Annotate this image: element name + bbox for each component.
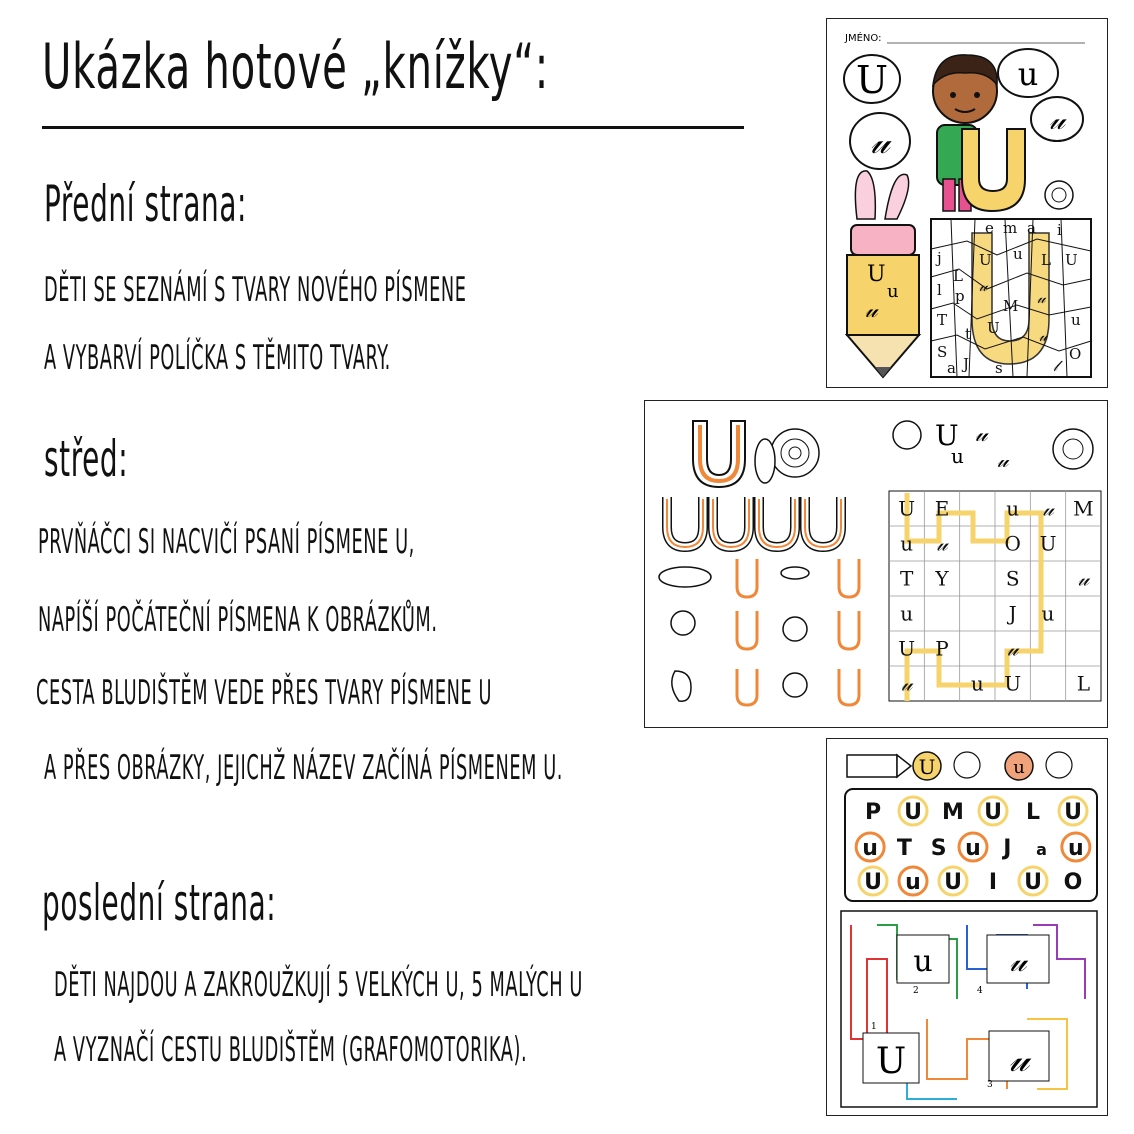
- search-letter: I: [988, 870, 998, 895]
- snail-icon-small: [783, 617, 807, 641]
- pencil-letter-2: u: [887, 281, 899, 302]
- maze-letter-4: 𝓊: [1008, 1039, 1030, 1080]
- maze-number-2: 2: [913, 986, 919, 996]
- maze-cell: u: [1006, 496, 1020, 521]
- search-letter: U: [984, 800, 1002, 825]
- mosaic-letter: u: [1071, 311, 1081, 329]
- mosaic-letter: L: [1041, 251, 1051, 269]
- pencil-letter-3: 𝓊: [865, 298, 878, 323]
- big-u-shape: [962, 129, 1025, 211]
- bubble-4-letter: 𝓊: [1049, 103, 1065, 136]
- ufo-icon: [781, 567, 809, 579]
- maze-cell: T: [899, 566, 914, 591]
- pencil-icon: [847, 755, 897, 777]
- maze-header-2: 𝓊: [975, 422, 988, 447]
- front-page-drawing: [827, 19, 1107, 387]
- maze-letter-1: u: [913, 944, 933, 979]
- name-label: JMÉNO:: [845, 33, 882, 44]
- maze-cell: u: [900, 601, 914, 626]
- mosaic-letter: U: [1065, 251, 1078, 269]
- last-title: poslední strana:: [42, 874, 277, 932]
- big-u-circle-label: U: [918, 755, 936, 779]
- boy-icon: [783, 673, 807, 697]
- letter-maze: [889, 491, 1101, 701]
- maze-number-1: 1: [871, 1022, 877, 1032]
- maze-cell: E: [934, 496, 950, 521]
- maze-letter-2: 𝓊: [1009, 944, 1027, 979]
- tracing-area: [693, 421, 819, 487]
- middle-title: střed:: [44, 430, 129, 488]
- maze-header-4: 𝓊: [997, 448, 1009, 472]
- search-letter: U: [864, 870, 882, 895]
- mosaic-letter: i: [1057, 221, 1062, 239]
- maze-cell: P: [935, 636, 949, 661]
- mosaic-letter: 𝓊: [1037, 289, 1046, 307]
- mosaic-letter: p: [955, 287, 965, 305]
- mosaic-letter: e: [985, 219, 994, 237]
- search-letter: a: [1036, 840, 1047, 859]
- mosaic-letter: s: [995, 359, 1003, 377]
- last-page-thumbnail: [826, 738, 1108, 1116]
- last-line-2: A VYZNAČÍ CESTU BLUDIŠTĚM (GRAFOMOTORIKA).: [54, 1030, 528, 1070]
- mosaic-letter: j: [937, 249, 942, 267]
- snail-icon: [771, 429, 819, 477]
- maze-number-3: 3: [987, 1080, 993, 1090]
- mosaic-letter: 𝓁: [1053, 357, 1058, 375]
- snail-icon: [1045, 181, 1073, 209]
- maze-cell: 𝓊: [1077, 566, 1089, 591]
- maze-cell: 𝓊: [901, 671, 913, 696]
- mosaic-letter: a: [1027, 219, 1036, 237]
- mosaic-letter: 𝓊: [979, 277, 988, 295]
- search-letter: O: [1063, 870, 1083, 895]
- mosaic-letter: u: [1013, 245, 1023, 263]
- hand-icon: [954, 752, 980, 778]
- middle-line-1: PRVŇÁČCI SI NACVIČÍ PSANÍ PÍSMENE U,: [38, 522, 415, 562]
- last-line-1: DĚTI NAJDOU A ZAKROUŽKUJÍ 5 VELKÝCH U, 5 MALÝCH U: [54, 965, 583, 1005]
- small-u-circle-label: u: [1013, 757, 1025, 778]
- middle-page-drawing: [645, 401, 1107, 727]
- maze-cell: u: [900, 531, 914, 556]
- mosaic-letter: S: [937, 343, 948, 361]
- mosaic-letter: T: [937, 311, 948, 329]
- search-letter: M: [942, 800, 964, 825]
- front-line-2: A VYBARVÍ POLÍČKA S TĚMITO TVARY.: [44, 338, 391, 378]
- search-letter: u: [965, 836, 981, 861]
- mosaic-letter: U: [979, 251, 992, 269]
- mosaic-letter: m: [1003, 219, 1018, 237]
- maze-header-3: u: [951, 444, 964, 468]
- mosaic-letter: M: [1003, 297, 1019, 315]
- maze-cell: u: [970, 671, 984, 696]
- mosaic-letter: 𝓊: [1039, 327, 1048, 345]
- picture-rows: [659, 559, 859, 705]
- maze-cell: U: [898, 636, 916, 661]
- bubble-1-letter: U: [855, 58, 889, 102]
- child-icon: [671, 611, 695, 635]
- maze-cell: u: [1041, 601, 1055, 626]
- maze-cell: S: [1005, 566, 1020, 591]
- search-letter: J: [1003, 836, 1012, 861]
- search-letter: P: [864, 800, 882, 825]
- maze-letter-3: U: [875, 1041, 907, 1082]
- mosaic-letter: l: [937, 281, 942, 299]
- page-heading: Ukázka hotové „knížky“:: [42, 30, 550, 103]
- middle-line-4: A PŘES OBRÁZKY, JEJICHŽ NÁZEV ZAČÍNÁ PÍSMENEM U.: [44, 748, 563, 788]
- middle-page-thumbnail: [644, 400, 1108, 728]
- maze-cell: J: [1008, 601, 1017, 626]
- search-letter: U: [944, 870, 962, 895]
- search-letter: L: [1025, 800, 1041, 825]
- mosaic-letter: a: [947, 359, 956, 377]
- search-letter: U: [904, 800, 922, 825]
- maze-cell: 𝓊: [1042, 496, 1054, 521]
- maze-header-1: U: [935, 419, 959, 452]
- maze-cell: U: [1004, 671, 1022, 696]
- mosaic-letter: U: [987, 319, 1000, 337]
- front-line-1: DĚTI SE SEZNÁMÍ S TVARY NOVÉHO PÍSMENE: [44, 270, 467, 310]
- snail-icon-right: [1053, 429, 1093, 469]
- search-letter: U: [1024, 870, 1042, 895]
- middle-line-2: NAPÍŠÍ POČÁTEČNÍ PÍSMENA K OBRÁZKŮM.: [38, 600, 438, 640]
- search-letter: S: [930, 836, 947, 861]
- front-title: Přední strana:: [44, 175, 248, 233]
- pencil-letter-1: U: [867, 262, 886, 287]
- maze-cell: U: [898, 496, 916, 521]
- rope-icon: [659, 567, 711, 587]
- search-letter: U: [1064, 800, 1082, 825]
- maze-cell: O: [1004, 531, 1021, 556]
- mosaic-letter: O: [1069, 345, 1082, 363]
- maze-cell: M: [1073, 496, 1094, 521]
- tracing-row: [667, 497, 841, 547]
- hand-icon-2: [1046, 752, 1072, 778]
- maze-number-4: 4: [977, 986, 983, 996]
- maze-cell: 𝓊: [1007, 636, 1019, 661]
- mosaic-letter: L: [953, 267, 963, 285]
- ear-icon: [672, 671, 691, 701]
- maze-cell: U: [1039, 531, 1057, 556]
- bubble-3-letter: 𝓊: [870, 122, 890, 162]
- search-letter: u: [862, 836, 878, 861]
- explorer-icon: [893, 421, 921, 449]
- maze-cell: Y: [935, 566, 949, 591]
- search-letter: T: [896, 836, 912, 861]
- middle-line-3: CESTA BLUDIŠTĚM VEDE PŘES TVARY PÍSMENE U: [36, 673, 493, 713]
- maze-cell: L: [1076, 671, 1090, 696]
- mosaic-letter: J: [963, 355, 970, 373]
- maze-cell: 𝓊: [936, 531, 948, 556]
- search-letter: u: [905, 870, 921, 895]
- heading-underline: [42, 126, 744, 129]
- bubble-2-letter: u: [1017, 55, 1039, 93]
- last-page-drawing: [827, 739, 1107, 1115]
- search-letter: u: [1068, 836, 1084, 861]
- front-page-thumbnail: [826, 18, 1108, 388]
- mosaic-letter: t: [965, 325, 972, 343]
